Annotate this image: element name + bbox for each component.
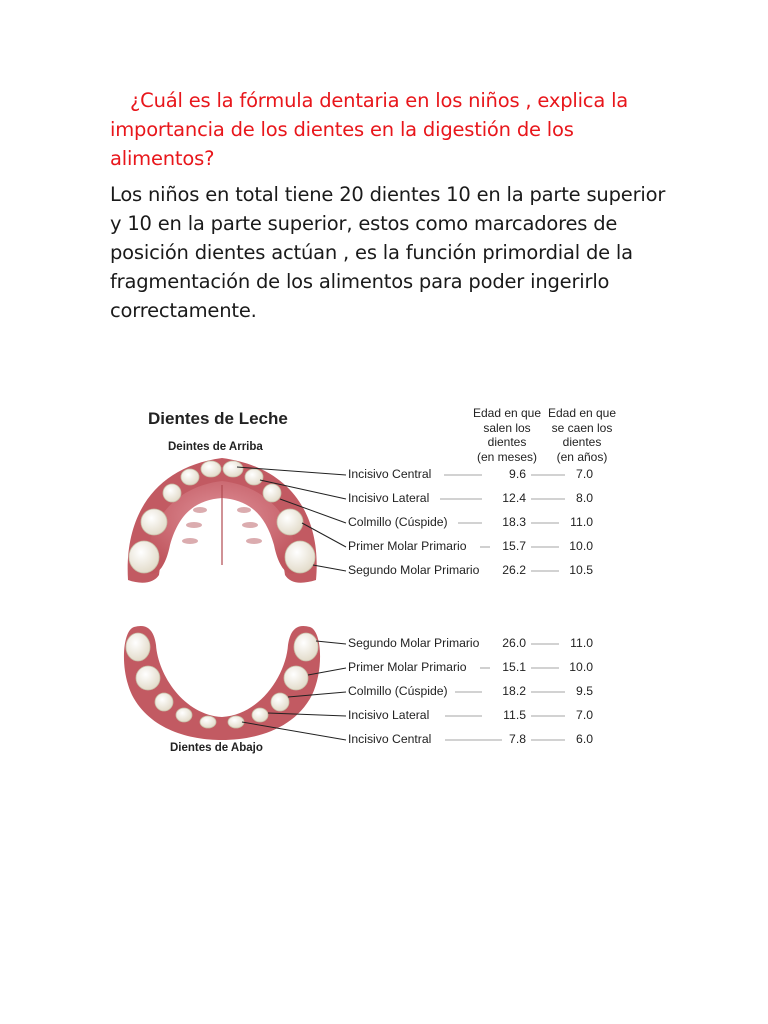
lower-row-erupt: 7.8 — [509, 732, 526, 746]
baby-teeth-figure — [110, 395, 630, 770]
lower-jaw — [124, 626, 320, 740]
figure-title: Dientes de Leche — [148, 409, 288, 428]
upper-row-shed: 7.0 — [576, 467, 593, 481]
question-text — [110, 86, 670, 173]
upper-row-name: Incisivo Lateral — [348, 491, 430, 505]
question-body: ¿Cuál es la fórmula dentaria en los niños , explica la importancia de los dientes en la digestión de los alimentos? — [110, 89, 629, 170]
upper-row-erupt: 12.4 — [502, 491, 526, 505]
upper-jaw-label: Deintes de Arriba — [168, 441, 263, 453]
lower-row-erupt: 18.2 — [502, 684, 526, 698]
upper-row-name: Primer Molar Primario — [348, 539, 467, 553]
upper-row-erupt: 9.6 — [509, 467, 526, 481]
upper-row-shed: 8.0 — [576, 491, 593, 505]
lower-jaw-label: Dientes de Abajo — [170, 742, 263, 754]
upper-jaw — [128, 458, 317, 583]
lower-row-shed: 9.5 — [576, 684, 593, 698]
upper-row-name: Incisivo Central — [348, 467, 432, 481]
lower-row-shed: 10.0 — [569, 660, 593, 674]
shed-column-header: Edad en que se caen los dientes (en años) — [547, 406, 617, 464]
lower-row-name: Incisivo Central — [348, 732, 432, 746]
lower-row-name: Incisivo Lateral — [348, 708, 430, 722]
upper-row-shed: 10.5 — [569, 563, 593, 577]
lower-row-shed: 6.0 — [576, 732, 593, 746]
upper-row-shed: 11.0 — [570, 515, 593, 529]
upper-row-name: Colmillo (Cúspide) — [348, 515, 448, 529]
lower-row-name: Segundo Molar Primario — [348, 636, 480, 650]
upper-row-erupt: 15.7 — [502, 539, 526, 553]
lower-row-erupt: 26.0 — [502, 636, 526, 650]
lower-row-shed: 7.0 — [576, 708, 593, 722]
answer-text: Los niños en total tiene 20 dientes 10 en la parte superior y 10 en la parte superior, estos como marcadores de posición dientes actúan , es la función primordial de la fragmentación de los alimentos para poder ingerirlo correctamente. — [110, 183, 666, 322]
lower-row-erupt: 11.5 — [503, 708, 526, 722]
upper-row-erupt: 26.2 — [502, 563, 526, 577]
upper-row-erupt: 18.3 — [502, 515, 526, 529]
lower-row-erupt: 15.1 — [502, 660, 526, 674]
erupt-column-header: Edad en que salen los dientes (en meses) — [472, 406, 542, 464]
lower-row-shed: 11.0 — [570, 636, 593, 650]
lower-row-name: Colmillo (Cúspide) — [348, 684, 448, 698]
upper-row-name: Segundo Molar Primario — [348, 563, 480, 577]
lower-row-name: Primer Molar Primario — [348, 660, 467, 674]
upper-row-shed: 10.0 — [569, 539, 593, 553]
